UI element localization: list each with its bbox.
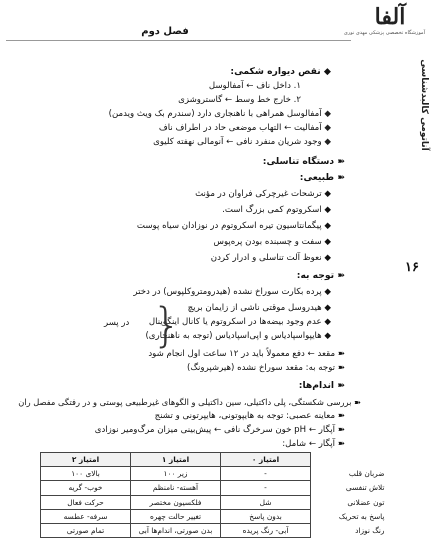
- row-label: تلاش تنفسی: [345, 483, 385, 493]
- table-cell: سرفه- عطسه: [41, 509, 131, 523]
- table-header: امتیاز ۱: [131, 453, 221, 467]
- diamond-bullet-icon: ◆: [324, 303, 331, 313]
- list-item: ◆ عدم وجود بیضه‌ها در اسکروتوم یا کانال اینگوینال: [148, 317, 331, 327]
- list-item: ◆ نعوظ آلت تناسلی و ادرار کردن: [210, 253, 331, 263]
- table-cell: زیر ۱۰۰: [131, 467, 221, 481]
- table-cell: تمام صورتی: [41, 523, 131, 537]
- list-item: ◆ ترشحات غیرچرکی فراوان در مؤنث: [195, 189, 331, 199]
- table-cell: فلکسیون مختصر: [131, 495, 221, 509]
- heading-abdominal-wall: ◆ نقص دیواره شکمی:: [230, 66, 331, 77]
- list-item: ◆ آمفالیت ← التهاب موضعی حاد در اطراف ناف: [158, 123, 331, 133]
- diamond-bullet-icon: ◆: [324, 123, 331, 133]
- heading-limbs: ➽ اندام‌ها:: [298, 380, 345, 391]
- row-label: رنگ نوزاد: [355, 526, 385, 536]
- arrow-bullet-icon: ➽: [337, 411, 345, 421]
- table-row: [41, 523, 391, 537]
- table-header: امتیاز ۲: [41, 453, 131, 467]
- arrow-bullet-icon: ➽: [354, 397, 361, 407]
- row-label: ضربان قلب: [348, 469, 385, 479]
- subheading-normal: ➽ طبیعی:: [299, 172, 345, 183]
- list-item: ◆ سفت و چسبنده بودن پره‌پوس: [213, 237, 331, 247]
- brand-logo: [343, 4, 425, 36]
- side-label: آناتومی کالبدشناسی: [419, 59, 429, 151]
- list-item: ◆ آمفالوسل همراهی با ناهنجاری دارد (سندرم بک ویث ویدمن): [108, 109, 331, 119]
- list-item: ◆ هایپواسپادیاس و اپی‌اسپادیاس (توجه به ناهنجاری): [145, 331, 331, 341]
- apgar-table: [40, 452, 391, 538]
- table-row: [41, 509, 391, 523]
- arrow-bullet-icon: ➽: [337, 349, 345, 359]
- subheading-attention: ➽ توجه به:: [296, 270, 345, 281]
- table-cell: شل: [221, 495, 311, 509]
- arrow-bullet-icon: ➽: [337, 425, 345, 435]
- diamond-bullet-icon: ◆: [324, 237, 331, 247]
- list-item: ◆ وجود شریان منفرد نافی ← آنومالی نهفته کلیوی: [153, 137, 331, 147]
- list-item: ➽ توجه به: مقعد سوراخ نشده (هیرشپرونگ): [187, 363, 345, 373]
- chapter-title: فصل دوم: [141, 26, 189, 37]
- list-item: ➽ آپگار ← شامل:: [282, 439, 345, 449]
- arrow-bullet-icon: ➽: [337, 380, 345, 391]
- diamond-bullet-icon: ◆: [324, 205, 331, 215]
- row-label: پاسخ به تحریک: [338, 511, 385, 521]
- table-cell: بدون پاسخ: [221, 509, 311, 523]
- diamond-bullet-icon: ◆: [324, 137, 331, 147]
- diamond-bullet-icon: ◆: [324, 109, 331, 119]
- table-cell: خوب- گریه: [41, 481, 131, 495]
- table-header: امتیاز ۰: [221, 453, 311, 467]
- table-cell: -: [221, 481, 311, 495]
- header-rule: [6, 40, 351, 41]
- table-row: [41, 481, 391, 495]
- table-cell: آبی- رنگ پریده: [221, 523, 311, 537]
- arrow-bullet-icon: ➽: [337, 363, 345, 373]
- table-row: [41, 467, 391, 481]
- table-corner: [311, 453, 391, 467]
- table-cell: تغییر حالت چهره: [131, 509, 221, 523]
- brace-label: در پسر: [104, 318, 130, 328]
- list-item: ◆ اسکروتوم کمی بزرگ است.: [222, 205, 331, 215]
- list-item: ➽ مقعد ← دفع معمولاً باید در ۱۲ ساعت اول انجام شود: [148, 349, 345, 359]
- list-item: ➽ معاینه عصبی: توجه به هایپوتونی، هایپرتونی و تشنج: [154, 411, 345, 421]
- diamond-bullet-icon: ◆: [324, 189, 331, 199]
- brand-mark: آلفا: [374, 4, 406, 30]
- diamond-bullet-icon: ◆: [324, 287, 331, 297]
- table-row: [41, 495, 391, 509]
- brand-subtitle: آموزشگاه تخصصی پزشکی مهدی نوری: [343, 30, 425, 36]
- page-number: ۱۶: [405, 260, 419, 275]
- side-strip: [418, 30, 431, 190]
- diamond-bullet-icon: ◆: [324, 253, 331, 263]
- diamond-bullet-icon: ◆: [324, 331, 331, 341]
- diamond-bullet-icon: ◆: [323, 66, 331, 77]
- table-header-row: [41, 453, 391, 467]
- list-item: ➽ بررسی شکستگی، پلی داکتیلی، سین داکتیلی و الگوهای غیرطبیعی پوستی و در رفتگی مفصل ران: [18, 397, 361, 407]
- list-item: ◆ پرده بکارت سوراخ نشده (هیدرومتروکلپوس) در دختر: [133, 287, 331, 297]
- row-label: تون عضلانی: [347, 497, 385, 507]
- table-cell: حرکت فعال: [41, 495, 131, 509]
- list-item: ◆ هیدروسل موقتی ناشی از زایمان بریچ: [187, 303, 331, 313]
- heading-genital: ➽ دستگاه تناسلی:: [262, 156, 345, 167]
- brace-symbol: {: [152, 298, 182, 352]
- arrow-bullet-icon: ➽: [337, 156, 345, 167]
- table-cell: آهسته- نامنظم: [131, 481, 221, 495]
- list-item: ➽ آپگار ← pH خون سرخرگ نافی ← پیش‌بینی میزان مرگ‌ومیر نوزادی: [94, 425, 345, 435]
- table-cell: بدن صورتی، اندام‌ها آبی: [131, 523, 221, 537]
- diamond-bullet-icon: ◆: [324, 221, 331, 231]
- arrow-bullet-icon: ➽: [337, 172, 345, 183]
- table-cell: -: [221, 467, 311, 481]
- arrow-bullet-icon: ➽: [337, 270, 345, 281]
- list-item: ۲. خارج خط وسط ← گاستروشزی: [178, 95, 301, 105]
- list-item: ◆ پیگمانتاسیون تیره اسکروتوم در نوزادان سیاه پوست: [136, 221, 331, 231]
- diamond-bullet-icon: ◆: [324, 317, 331, 327]
- arrow-bullet-icon: ➽: [337, 439, 345, 449]
- list-item: ۱. داخل ناف ← آمفالوسل: [208, 81, 301, 91]
- table-cell: بالای ۱۰۰: [41, 467, 131, 481]
